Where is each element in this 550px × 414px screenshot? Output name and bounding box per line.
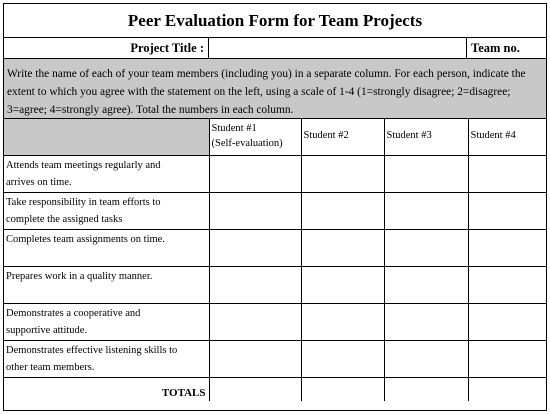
score-cell[interactable] xyxy=(384,266,468,303)
score-cell[interactable] xyxy=(384,303,468,340)
form-title: Peer Evaluation Form for Team Projects xyxy=(4,4,546,38)
table-row xyxy=(4,229,547,266)
score-cell[interactable] xyxy=(209,229,301,266)
table-row xyxy=(4,303,547,340)
score-cell[interactable] xyxy=(468,229,547,266)
score-cell[interactable] xyxy=(301,340,384,377)
project-title-label: Project Title : xyxy=(4,38,209,58)
score-cell[interactable] xyxy=(301,303,384,340)
total-cell[interactable] xyxy=(301,377,384,401)
criterion-label: Attends team meetings regularly and arrives on time. xyxy=(4,155,209,192)
score-cell[interactable] xyxy=(301,229,384,266)
table-row xyxy=(4,155,547,192)
criterion-label: Demonstrates a cooperative and supportive attitude. xyxy=(4,303,209,340)
criterion-label: Completes team assignments on time. xyxy=(4,229,209,266)
score-cell[interactable] xyxy=(468,192,547,229)
evaluation-table xyxy=(4,119,547,401)
score-cell[interactable] xyxy=(209,303,301,340)
criterion-label: Prepares work in a quality manner. xyxy=(4,266,209,303)
score-cell[interactable] xyxy=(209,192,301,229)
table-row xyxy=(4,340,547,377)
score-cell[interactable] xyxy=(384,192,468,229)
score-cell[interactable] xyxy=(301,155,384,192)
project-title-row xyxy=(4,38,546,59)
criterion-label: Take responsibility in team efforts to complete the assigned tasks xyxy=(4,192,209,229)
score-cell[interactable] xyxy=(209,155,301,192)
column-header-student-2: Student #2 xyxy=(301,119,384,155)
totals-label: TOTALS xyxy=(4,377,209,401)
score-cell[interactable] xyxy=(301,192,384,229)
total-cell[interactable] xyxy=(468,377,547,401)
score-cell[interactable] xyxy=(468,340,547,377)
score-cell[interactable] xyxy=(384,229,468,266)
score-cell[interactable] xyxy=(209,340,301,377)
score-cell[interactable] xyxy=(301,266,384,303)
score-cell[interactable] xyxy=(209,266,301,303)
score-cell[interactable] xyxy=(468,303,547,340)
table-header-row xyxy=(4,119,547,155)
column-header-student-3: Student #3 xyxy=(384,119,468,155)
team-number-label: Team no. xyxy=(471,41,520,55)
score-cell[interactable] xyxy=(384,340,468,377)
column-header-student-1: Student #1 (Self-evaluation) xyxy=(209,119,301,155)
table-row xyxy=(4,266,547,303)
peer-evaluation-form xyxy=(3,3,547,411)
score-cell[interactable] xyxy=(468,266,547,303)
score-cell[interactable] xyxy=(468,155,547,192)
total-cell[interactable] xyxy=(384,377,468,401)
totals-row xyxy=(4,377,547,401)
criterion-label: Demonstrates effective listening skills to other team members. xyxy=(4,340,209,377)
score-cell[interactable] xyxy=(384,155,468,192)
column-header-student-4: Student #4 xyxy=(468,119,547,155)
instructions: Write the name of each of your team members (including you) in a separate column. For each person, indicate the extent to which you agree with the statement on the left, using a scale of 1-4 (1=strongly disagree; 2=disagree; 3=agree; 4=strongly agree). Total the numbers in each column. xyxy=(4,59,546,119)
project-title-field[interactable] xyxy=(209,38,467,58)
total-cell[interactable] xyxy=(209,377,301,401)
header-corner-cell xyxy=(4,119,209,155)
table-row xyxy=(4,192,547,229)
